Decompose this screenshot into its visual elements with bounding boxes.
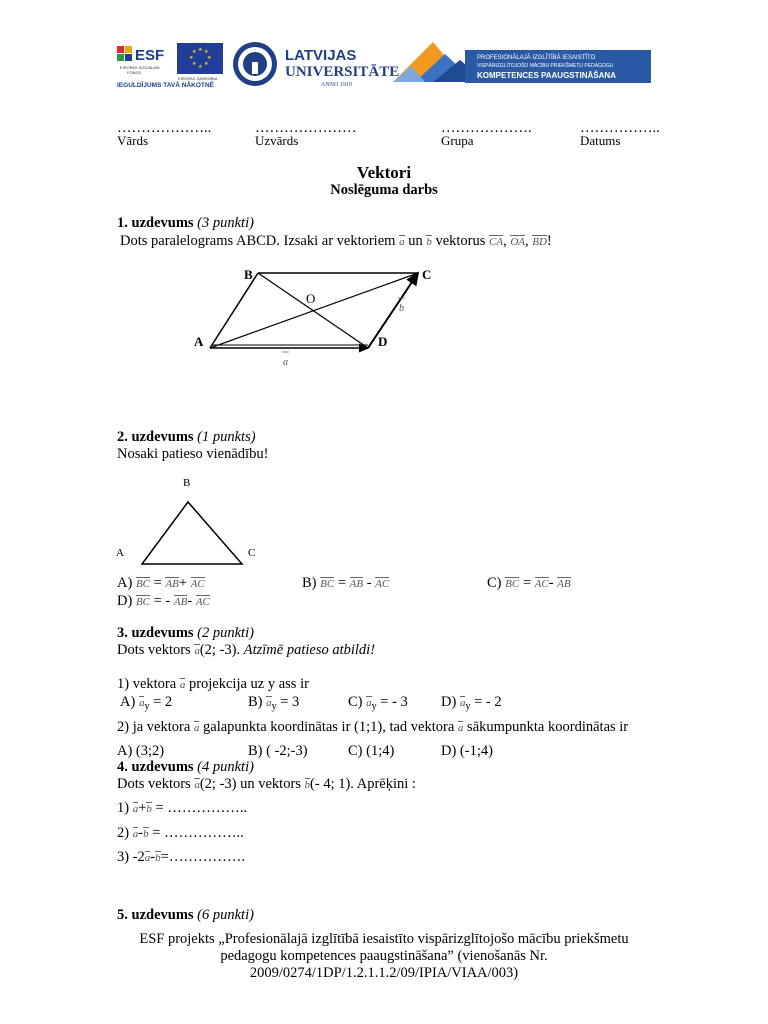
logo-bar (115, 40, 655, 96)
subscript-y: y (371, 701, 377, 712)
task2-option-d[interactable] (117, 593, 210, 610)
q1-pre: 1) vektora (117, 676, 177, 692)
lu-line3: ANNO 1919 (321, 82, 352, 88)
task3-heading-line (117, 625, 254, 642)
task3-text1: Dots vektors (117, 642, 191, 658)
vector-a-symbol: a (193, 722, 200, 734)
subscript-y: y (144, 701, 150, 712)
task5-heading-line (117, 907, 254, 924)
vector-a-symbol: a (366, 697, 372, 709)
vector-b-symbol: b (155, 852, 161, 864)
vector-a-symbol: a (132, 828, 139, 840)
vector-a-symbol: a (459, 697, 466, 709)
footer-line1: ESF projekts „Profesionālajā izglītībā iesaistīto vispārizglītojošo mācību priekšmetu (139, 931, 629, 947)
task1-un: un (408, 233, 423, 249)
operator: - (138, 825, 144, 841)
q1-post: projekcija uz y ass ir (188, 676, 309, 692)
subscript-y: y (465, 701, 471, 712)
task3-q1-option-d[interactable] (441, 694, 502, 712)
vector-bc-symbol: BC (320, 578, 335, 590)
page-subtitle: Noslēguma darbs (330, 182, 438, 198)
tri-label-b: B (183, 477, 191, 489)
equals-sign: = (337, 575, 346, 591)
equals-sign: = (153, 575, 162, 591)
vector-a-symbol: a (194, 779, 200, 791)
equals-sign: = (522, 575, 531, 591)
option-letter: C) (348, 694, 363, 710)
vector-ab-symbol: AB (173, 596, 188, 608)
svg-text:★: ★ (198, 47, 203, 53)
operator: - (150, 849, 156, 865)
footer-line2: pedagogu kompetences paaugstināšana” (vienošanās Nr. (220, 948, 548, 964)
side-dc-vector-b (368, 273, 418, 348)
line-number: 1) (117, 800, 130, 816)
vector-b-symbol: b (143, 828, 149, 840)
task4-text1: Dots vektors (117, 776, 191, 792)
vector-oa-symbol: OA (510, 236, 525, 248)
task1-text-line (120, 233, 552, 250)
task1-heading-line (117, 215, 254, 232)
operator: - (548, 575, 554, 591)
option-value: = - 3 (380, 694, 408, 710)
label-o: O (306, 291, 316, 306)
vector-ab-symbol: AB (349, 578, 364, 590)
task3-q1-option-c[interactable] (348, 694, 408, 712)
side-ab (210, 273, 258, 348)
esf-sub1-text: EIROPAS SOCIĀLAIS (120, 65, 160, 70)
surname-dots[interactable]: ………………… (255, 120, 357, 136)
task3-q2-option-c[interactable]: C) (1;4) (348, 743, 395, 759)
task1-text2: vektorus (435, 233, 486, 249)
option-letter: B) (302, 575, 317, 591)
task3-q2-option-d[interactable]: D) (-1;4) (441, 743, 493, 759)
svg-text:★: ★ (192, 49, 197, 55)
comma-2: , (524, 233, 529, 249)
vector-ca-symbol: CA (489, 236, 504, 248)
line-number: 3) -2 (117, 849, 145, 865)
vector-bc-symbol: BC (135, 596, 150, 608)
line-number: 2) (117, 825, 130, 841)
esf-logo (117, 46, 164, 75)
esf-sub2-text: FONDS (127, 70, 141, 75)
vector-a-symbol: a (399, 236, 405, 248)
task4-points: (4 punkti) (197, 759, 254, 775)
task4-line1[interactable] (117, 800, 247, 817)
task2-heading: 2. uzdevums (117, 429, 194, 445)
task3-q2-option-b[interactable]: B) ( -2;-3) (248, 743, 308, 759)
answer-dots: =……………. (160, 849, 245, 865)
tri-label-c: C (248, 547, 256, 559)
comma-1: , (503, 233, 507, 249)
vector-b-symbol: b (304, 779, 311, 791)
vector-ac-symbol: AC (195, 596, 210, 608)
operator: - (366, 575, 372, 591)
task3-q2-option-a[interactable]: A) (3;2) (117, 743, 165, 759)
svg-text:★: ★ (189, 55, 194, 61)
vector-bc-symbol: BC (135, 578, 150, 590)
vector-ab-symbol: AB (165, 578, 179, 590)
q2-post: sākumpunkta koordinātas ir (467, 719, 629, 735)
task5-points: (6 punkti) (197, 907, 254, 923)
vector-ac-symbol: AC (375, 578, 390, 590)
task3-instruction: Atzīmē patieso atbildi! (243, 642, 376, 658)
task2-points: (1 punkts) (197, 429, 256, 445)
vector-b-symbol: b (146, 803, 152, 815)
vector-a-symbol: a (266, 697, 272, 709)
subscript-y: y (271, 701, 277, 712)
vector-bc-symbol: BC (505, 578, 520, 590)
vector-a-symbol: a (138, 697, 145, 709)
task4-b-coords: (- 4; 1). Aprēķini : (310, 776, 416, 792)
task1-text1: Dots paralelograms ABCD. Izsaki ar vektoriem (120, 233, 396, 249)
task3-q1-option-b[interactable] (248, 694, 299, 712)
name-dots[interactable]: ……………….. (117, 120, 212, 136)
label-b: B (244, 267, 253, 282)
vector-a-symbol: a (457, 722, 464, 734)
task3-q2 (117, 719, 628, 736)
operator: + (138, 800, 147, 816)
svg-text:★: ★ (198, 64, 203, 70)
equals-sign: = - (153, 593, 171, 609)
task4-a-coords: (2; -3) un vektors (199, 776, 301, 792)
task4-line3[interactable] (117, 849, 245, 866)
task3-points: (2 punkti) (197, 625, 254, 641)
header-logos (115, 40, 655, 96)
eu-caption: EIROPAS SAVIENĪBA (178, 76, 218, 81)
label-a: A (194, 334, 204, 349)
label-vector-a: a (283, 357, 288, 368)
triangle-diagram (110, 472, 270, 572)
svg-text:★: ★ (192, 61, 197, 67)
lu-line2: UNIVERSITĀTE (285, 64, 400, 80)
option-letter: A) (117, 575, 133, 591)
vector-a-symbol: a (179, 679, 186, 691)
name-label: Vārds (117, 133, 149, 148)
date-label: Datums (580, 133, 621, 148)
group-dots[interactable]: ………………. (441, 120, 532, 136)
project-line3: KOMPETENCES PAAUGSTINĀŠANA (477, 71, 616, 80)
svg-text:★: ★ (204, 61, 209, 67)
option-letter: B) (248, 694, 263, 710)
task5-heading: 5. uzdevums (117, 907, 194, 923)
option-value: = - 2 (474, 694, 502, 710)
date-dots[interactable]: …………….. (580, 120, 660, 136)
task3-q1 (117, 676, 309, 693)
footer-line3: 2009/0274/1DP/1.2.1.1.2/09/IPIA/VIAA/003) (249, 965, 519, 981)
answer-dots: = …………….. (152, 825, 244, 841)
triangle-abc (142, 502, 242, 564)
project-line2: VISPĀRIZGLĪTOJOŠO MĀCĪBU PRIEKŠMETU PEDAGOGU (477, 63, 614, 69)
vector-ac-symbol: AC (534, 578, 549, 590)
q2-pre: 2) ja vektora (117, 719, 191, 735)
label-d: D (378, 334, 388, 349)
surname-label: Uzvārds (255, 133, 299, 148)
task3-coords: (2; -3). (199, 642, 241, 658)
vector-a-symbol: a (144, 852, 151, 864)
task4-heading-line (117, 759, 254, 776)
option-letter: D) (117, 593, 133, 609)
task3-heading: 3. uzdevums (117, 625, 194, 641)
label-c: C (422, 267, 432, 282)
answer-dots: = …………….. (155, 800, 248, 816)
option-letter: C) (487, 575, 502, 591)
task2-option-a[interactable] (117, 575, 205, 592)
label-vector-b: b (399, 303, 404, 314)
task4-text-line (117, 776, 416, 793)
vector-bd-symbol: BD (532, 236, 547, 248)
operator: + (178, 575, 188, 591)
group-label: Grupa (441, 133, 474, 148)
project-line1: PROFESIONĀLAJĀ IZGLĪTĪBĀ IESAISTĪTO (477, 55, 596, 61)
task3-text-line (117, 642, 375, 659)
task1-heading: 1. uzdevums (117, 215, 194, 231)
lu-seal-icon (233, 42, 277, 86)
option-value: = 3 (280, 694, 300, 710)
diagonal-bd (258, 273, 368, 348)
option-value: = 2 (153, 694, 173, 710)
option-letter: A) (120, 694, 136, 710)
esf-big-text: ESF (135, 47, 165, 64)
task2-option-c[interactable] (487, 575, 571, 592)
vector-a-symbol: a (132, 803, 139, 815)
task1-points: (3 punkti) (197, 215, 254, 231)
vector-a-symbol: a (194, 645, 200, 657)
task2-option-b[interactable] (302, 575, 389, 592)
vector-b-symbol: b (426, 236, 432, 248)
task2-heading-line (117, 429, 256, 446)
parallelogram-diagram (190, 262, 450, 372)
esf-slogan: IEGULDĪJUMS TAVĀ NĀKOTNĒ (117, 82, 214, 89)
lu-line1: LATVIJAS (285, 47, 357, 64)
task2-text: Nosaki patieso vienādību! (117, 446, 269, 462)
task3-q1-option-a[interactable] (120, 694, 172, 712)
vector-ac-symbol: AC (190, 578, 205, 590)
svg-text:★: ★ (207, 55, 212, 61)
option-letter: D) (441, 694, 457, 710)
exclamation: ! (546, 233, 552, 249)
q2-mid: galapunkta koordinātas ir (1;1), tad vektora (203, 719, 455, 735)
page-title: Vektori (356, 163, 412, 182)
vector-ab-symbol: AB (557, 578, 571, 590)
task4-line2[interactable] (117, 825, 244, 842)
task4-heading: 4. uzdevums (117, 759, 194, 775)
eu-flag (177, 43, 223, 81)
svg-text:★: ★ (204, 49, 209, 55)
tri-label-a: A (116, 547, 124, 559)
operator: - (187, 593, 193, 609)
